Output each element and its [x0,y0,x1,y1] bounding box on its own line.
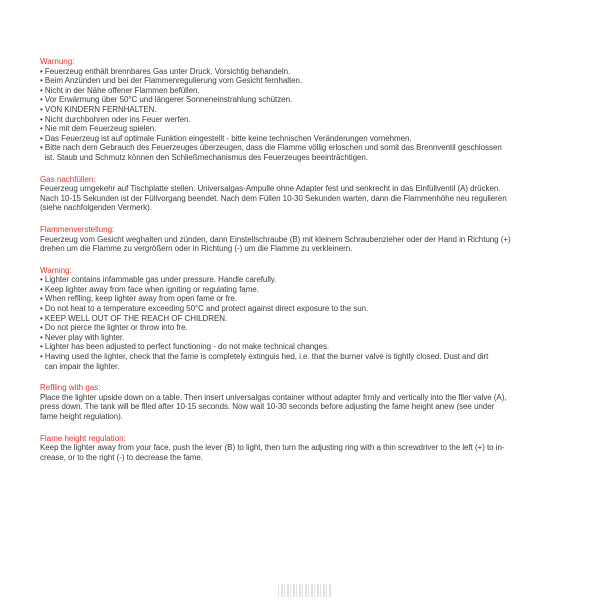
text-line: • Having used the lighter, check that the fame is completely extinguis hed, i.e. that the burner valve is tightly closed. Dust and dirt [40,352,489,362]
text-line: • Nie mit dem Feuerzeug spielen. [40,124,157,134]
text-line: crease, or to the right (-) to decrease the fame. [40,452,203,462]
text-line: • Das Feuerzeug ist auf optimale Funktion eingestellt - bitte keine technischen Veränderungen vornehmen. [40,133,412,143]
text-line: • KEEP WELL OUT OF THE REACH OF CHILDREN. [40,313,228,323]
text-line: Keep the lighter away from your face, push the lever (B) to light, then turn the adjusting ring with a thin screwdriver to the left (+) to in- [40,443,505,453]
text-line: • Bitte nach dem Gebrauch des Feuerzeuges überzeugen, dass die Flamme völlig erloschen und somit das Brennventil geschlossen [40,143,502,153]
text-line: • Feuerzeug enthält brennbares Gas unter Druck. Vorsichtig behandeln. [40,66,291,76]
section-warning-en [40,266,562,372]
section-flammenverstellung-de [40,225,562,254]
instruction-text-block [40,57,562,462]
text-line: • Beim Anzünden und bei der Flammenregulierung vom Gesicht fernhalten. [40,76,303,86]
section-heading: Flame height regulation: [40,433,126,443]
barcode-icon [278,584,332,597]
text-line: Nach 10-15 Sekunden ist der Füllvorgang beendet. Nach dem Füllen 10-30 Sekunden warten, dann die Flammenhöhe neu regulieren [40,193,507,203]
text-line: drehen um die Flamme zu vergrößern oder in Richtung (-) um die Flamme zu verkleinern. [40,244,353,254]
text-line: • Never play with lighter. [40,332,125,342]
section-heading: Warning: [40,265,72,275]
section-refilling-en [40,383,562,421]
text-line: • When reflling, keep lighter away from open fame or fre. [40,294,237,304]
text-line: fame height regulation). [40,412,123,421]
text-line: (siehe nachfolgenden Vermerk). [40,203,152,213]
text-line: • Keep lighter away from face when igniting or regulating fame. [40,284,259,294]
text-line: • Do not pierce the lighter or throw into fre. [40,323,188,333]
text-line: can impair the lighter. [44,361,120,371]
text-line: • Nicht durchbohren oder ins Feuer werfen. [40,114,191,124]
text-line: Feuerzeug umgekehr auf Tischplatte stellen. Universalgas-Ampulle ohne Adapter fest und senkrecht in das Einfüllventil (A) drücken. [40,184,501,194]
text-line: • VON KINDERN FERNHALTEN. [40,104,157,114]
text-line: • Do not heat to a temperature exceeding 50°C and protect against direct exposure to the sun. [40,304,369,314]
section-gas-nachfuellen-de [40,175,562,213]
text-line: • Lighter contains infammable gas under pressure. Handle carefully. [40,275,277,285]
text-line: Feuerzeug vom Gesicht weghalten und zünden, dann Einstellschraube (B) mit kleinem Schraubenzieher oder der Hand in Richtung (+) [40,234,511,244]
section-heading: Flammenverstellung: [40,224,115,234]
text-line: press down. The tank will be flled after 10-15 seconds. Now wait 10-30 seconds before adjusting the fame height anew (see under [40,402,495,412]
text-line: • Lighter has been adjusted to perfect functioning - do not make technical changes. [40,342,330,352]
text-line: ist. Staub und Schmutz können den Schließmechanismus des Feuerzeuges beeinträchtigen. [44,152,368,162]
section-heading: Reflling with gas: [40,383,101,393]
section-warnung-de [40,57,562,163]
section-heading: Gas nachfüllen: [40,174,96,184]
text-line: • Vor Erwärmung über 50°C und längerer Sonneneinstrahlung schützen. [40,95,293,105]
section-flame-height-en [40,434,562,463]
section-heading: Warnung: [40,57,75,66]
text-line: • Nicht in der Nähe offener Flammen befüllen. [40,85,200,95]
text-line: Place the lighter upside down on a table. Then insert universalgas container without adapter frmly and vertically into the fller valve (A), [40,392,507,402]
